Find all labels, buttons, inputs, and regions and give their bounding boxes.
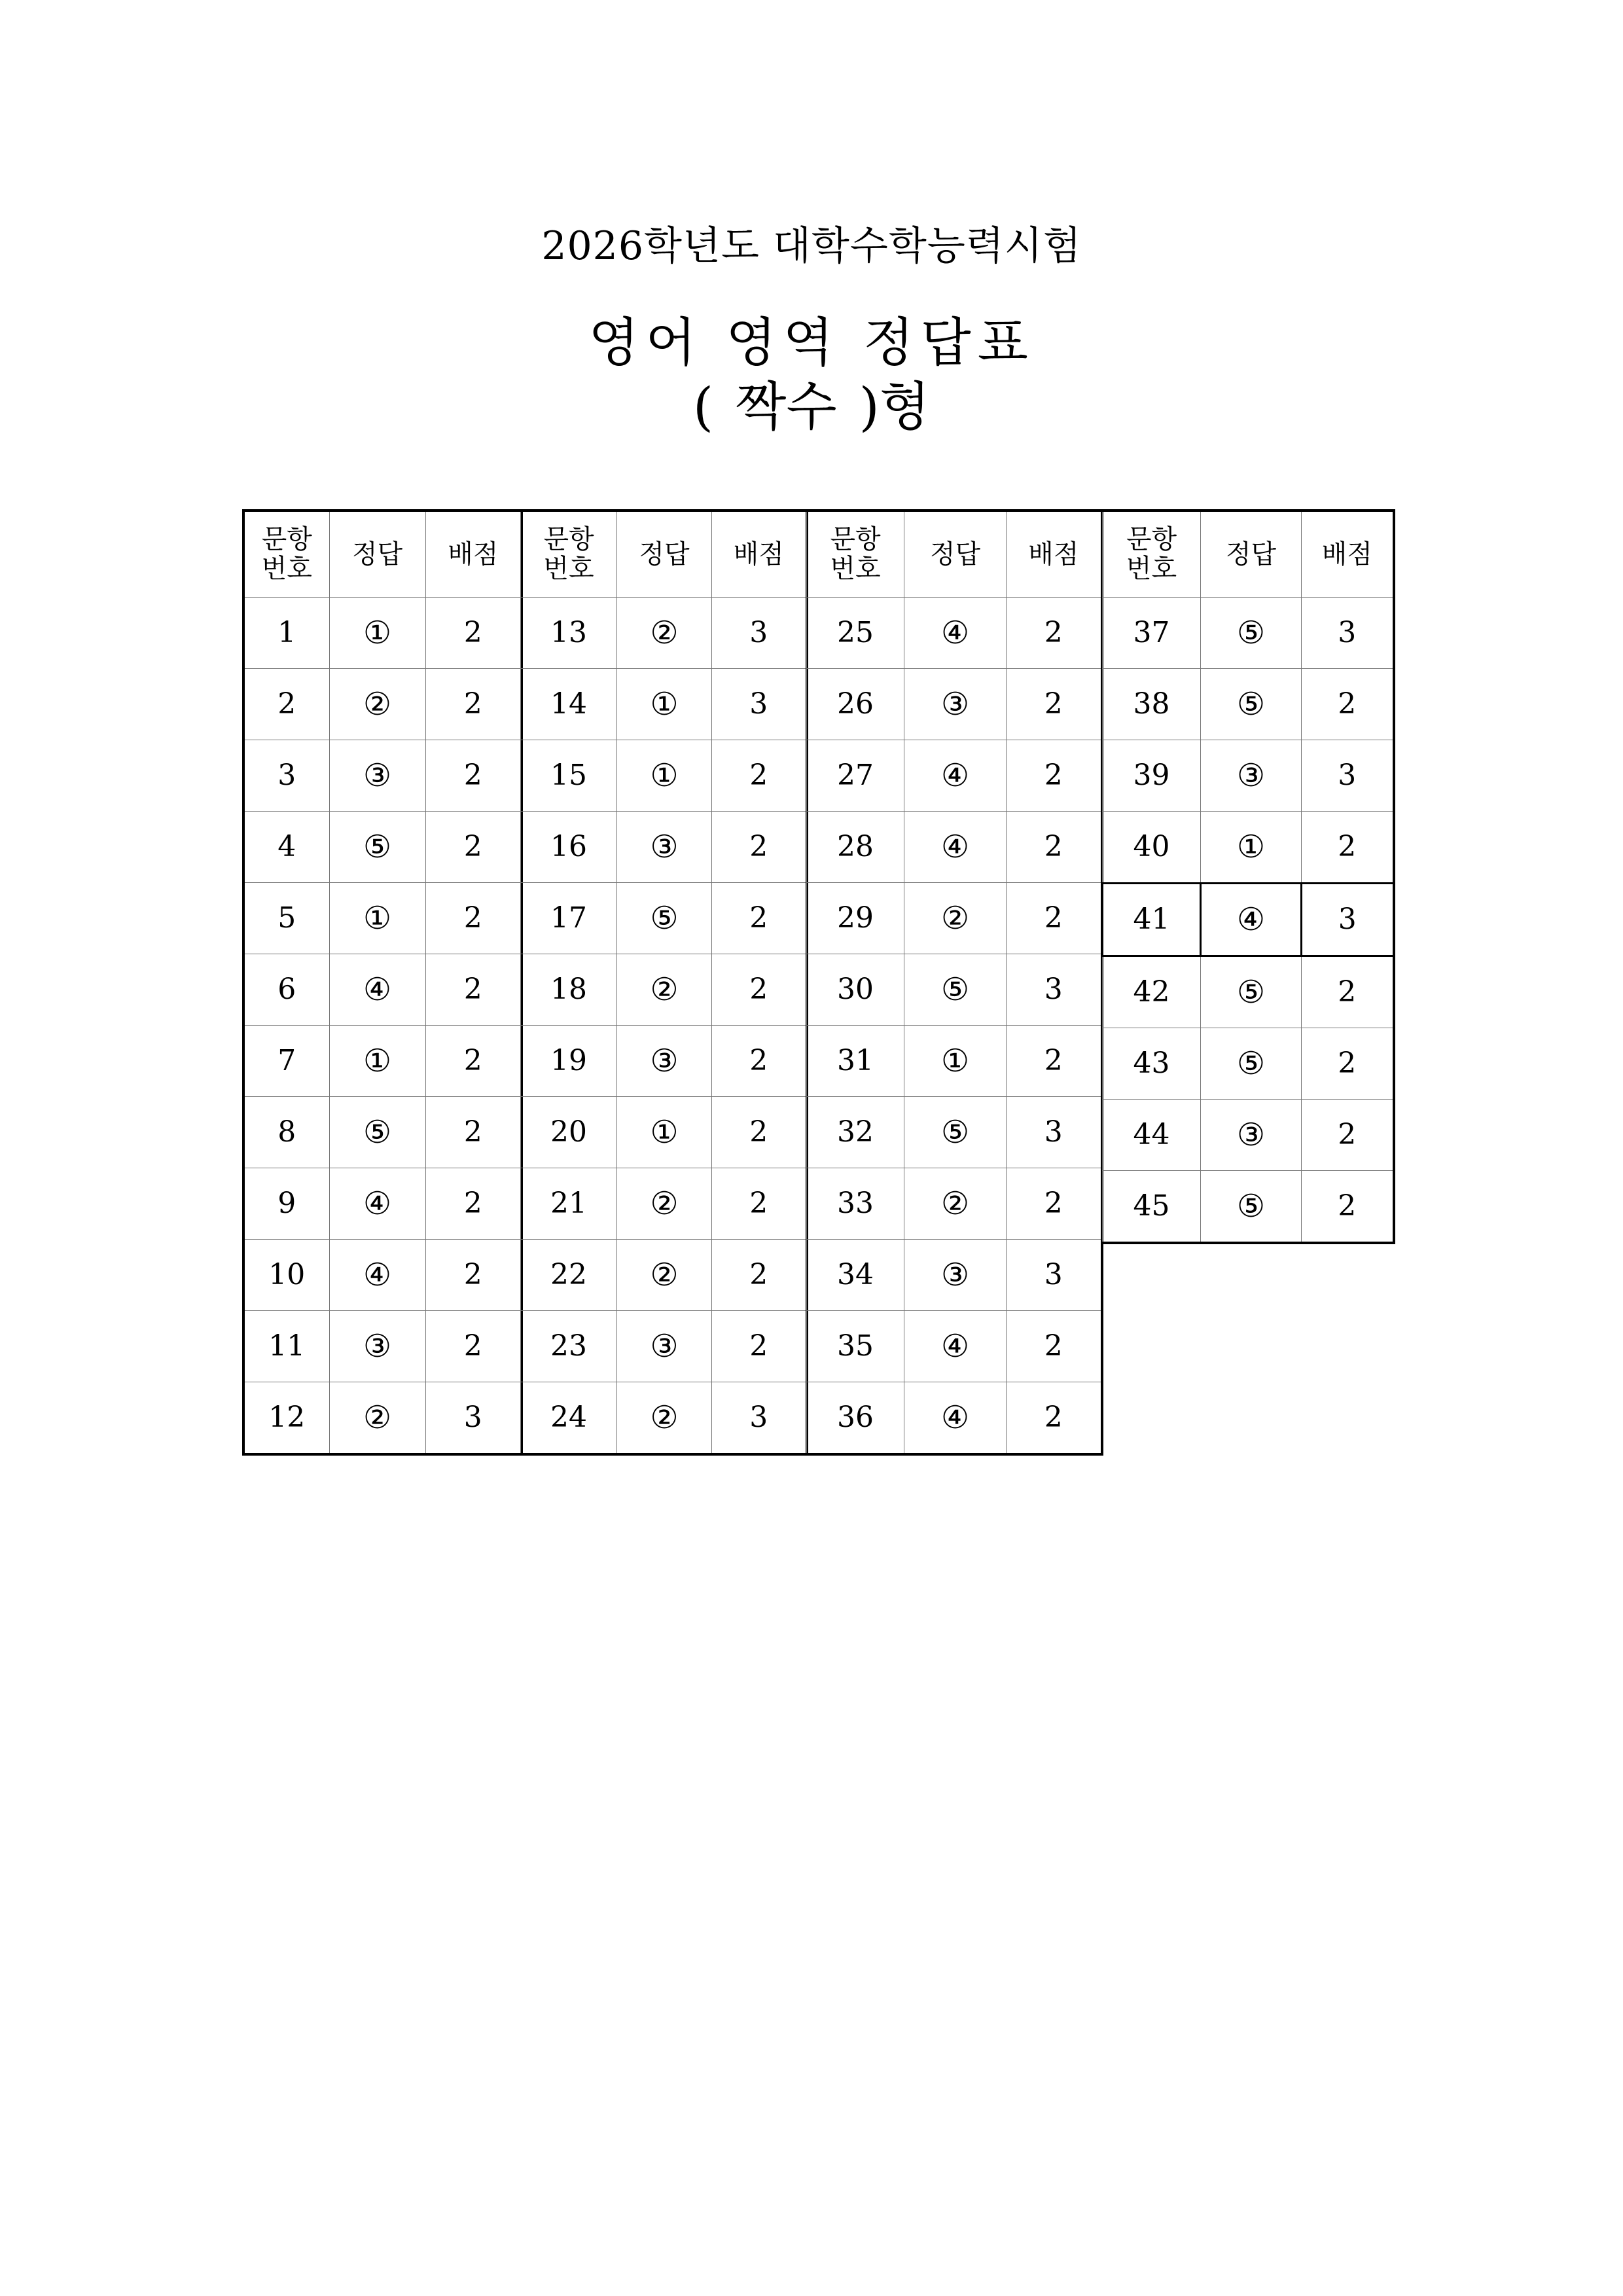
- answer-choice: ①: [904, 1026, 1007, 1097]
- answer-choice: ③: [329, 740, 425, 812]
- question-number: 7: [243, 1026, 329, 1097]
- exam-type-title: [0, 376, 1623, 437]
- question-number: 15: [521, 740, 617, 812]
- question-number: 23: [521, 1311, 617, 1382]
- answer-choice: ⑤: [1201, 956, 1302, 1028]
- points-header: 배점: [1007, 511, 1102, 598]
- table-row: [243, 1168, 522, 1240]
- question-number: 17: [521, 883, 617, 954]
- question-number-header: 문항 번호: [807, 511, 904, 598]
- points-value: 3: [712, 669, 807, 740]
- table-row: [1103, 669, 1394, 740]
- question-number: 30: [807, 954, 904, 1026]
- question-number: 33: [807, 1168, 904, 1240]
- points-value: 3: [425, 1382, 522, 1455]
- points-value: 2: [1302, 1028, 1394, 1100]
- type-name: 짝수: [736, 376, 837, 437]
- points-value: 3: [1007, 1097, 1102, 1168]
- answer-choice: ④: [904, 812, 1007, 883]
- table-row: [807, 1240, 1102, 1311]
- answer-choice: ①: [329, 883, 425, 954]
- table-row: [1103, 884, 1394, 956]
- table-row: [521, 1311, 807, 1382]
- table-row: [521, 1168, 807, 1240]
- question-number: 25: [807, 598, 904, 669]
- table-row: [807, 669, 1102, 740]
- question-number: 12: [243, 1382, 329, 1455]
- table-row: [1103, 956, 1394, 1028]
- points-value: 2: [1302, 1100, 1394, 1171]
- question-number: 8: [243, 1097, 329, 1168]
- points-value: 2: [712, 1026, 807, 1097]
- table-row: [521, 669, 807, 740]
- table-row: [807, 1382, 1102, 1455]
- table-row: [1103, 812, 1394, 884]
- answer-choice: ②: [617, 1240, 712, 1311]
- answer-choice: ③: [1201, 740, 1302, 812]
- table-header-row: [807, 511, 1102, 598]
- points-value: 2: [712, 740, 807, 812]
- question-number-header: 문항 번호: [521, 511, 617, 598]
- points-value: 3: [1302, 598, 1394, 669]
- points-value: 2: [425, 883, 522, 954]
- table-row: [243, 1097, 522, 1168]
- table-header-row: [243, 511, 522, 598]
- table-row: [1103, 1028, 1394, 1100]
- question-number: 2: [243, 669, 329, 740]
- points-header: 배점: [1302, 511, 1394, 598]
- question-number: 28: [807, 812, 904, 883]
- points-value: 2: [1007, 883, 1102, 954]
- question-number: 31: [807, 1026, 904, 1097]
- table-row: [243, 1240, 522, 1311]
- question-number-header: 문항 번호: [243, 511, 329, 598]
- table-row: [1103, 598, 1394, 669]
- answer-choice: ⑤: [329, 1097, 425, 1168]
- answer-choice: ④: [904, 740, 1007, 812]
- question-number: 45: [1103, 1171, 1201, 1244]
- question-number: 32: [807, 1097, 904, 1168]
- table-row: [1103, 1100, 1394, 1171]
- answer-choice: ②: [617, 954, 712, 1026]
- question-number: 1: [243, 598, 329, 669]
- question-number: 19: [521, 1026, 617, 1097]
- points-value: 2: [425, 1311, 522, 1382]
- points-value: 2: [712, 1240, 807, 1311]
- question-number: 14: [521, 669, 617, 740]
- answer-choice: ②: [904, 883, 1007, 954]
- answer-choice: ②: [617, 598, 712, 669]
- table-row: [521, 812, 807, 883]
- points-value: 2: [425, 954, 522, 1026]
- table-row: [243, 598, 522, 669]
- answer-header: 정답: [1201, 511, 1302, 598]
- type-close-paren: )형: [859, 376, 931, 437]
- question-number: 43: [1103, 1028, 1201, 1100]
- points-value: 2: [425, 669, 522, 740]
- table-row: [807, 1097, 1102, 1168]
- question-number: 27: [807, 740, 904, 812]
- answer-table-group-3: [806, 509, 1103, 1456]
- points-value: 3: [712, 598, 807, 669]
- answer-choice: ⑤: [1201, 669, 1302, 740]
- table-row: [807, 740, 1102, 812]
- question-number: 22: [521, 1240, 617, 1311]
- table-row: [1103, 1171, 1394, 1244]
- question-number: 10: [243, 1240, 329, 1311]
- question-number: 5: [243, 883, 329, 954]
- table-row: [807, 598, 1102, 669]
- question-number: 29: [807, 883, 904, 954]
- points-value: 2: [712, 883, 807, 954]
- points-value: 3: [1007, 954, 1102, 1026]
- answer-choice: ③: [617, 1311, 712, 1382]
- answer-choice: ④: [329, 1240, 425, 1311]
- question-number: 44: [1103, 1100, 1201, 1171]
- table-row: [521, 1240, 807, 1311]
- answer-choice: ④: [329, 954, 425, 1026]
- table-row: [521, 1026, 807, 1097]
- points-value: 2: [1302, 812, 1394, 884]
- answer-header: 정답: [329, 511, 425, 598]
- answer-choice: ③: [617, 812, 712, 883]
- table-row: [521, 883, 807, 954]
- points-value: 3: [1007, 1240, 1102, 1311]
- answer-choice: ③: [904, 669, 1007, 740]
- question-number: 34: [807, 1240, 904, 1311]
- question-number: 3: [243, 740, 329, 812]
- table-row: [1103, 740, 1394, 812]
- question-number: 11: [243, 1311, 329, 1382]
- answer-choice: ③: [1201, 1100, 1302, 1171]
- question-number: 41: [1103, 884, 1201, 956]
- table-row: [243, 740, 522, 812]
- points-value: 2: [1302, 1171, 1394, 1244]
- question-number: 35: [807, 1311, 904, 1382]
- answer-choice: ①: [617, 740, 712, 812]
- answer-table-group-4: [1101, 509, 1395, 1244]
- points-value: 2: [1007, 812, 1102, 883]
- table-row: [521, 598, 807, 669]
- points-value: 2: [1007, 1311, 1102, 1382]
- points-value: 2: [1302, 956, 1394, 1028]
- points-value: 2: [425, 740, 522, 812]
- table-row: [521, 1382, 807, 1455]
- points-value: 2: [1007, 740, 1102, 812]
- points-value: 2: [712, 1168, 807, 1240]
- table-row: [243, 669, 522, 740]
- points-value: 3: [1302, 884, 1394, 956]
- points-header: 배점: [712, 511, 807, 598]
- answer-choice: ②: [329, 669, 425, 740]
- table-row: [243, 1026, 522, 1097]
- points-value: 2: [425, 1240, 522, 1311]
- answer-choice: ⑤: [329, 812, 425, 883]
- points-header: 배점: [425, 511, 522, 598]
- question-number: 39: [1103, 740, 1201, 812]
- answer-choice: ①: [617, 1097, 712, 1168]
- question-number-header: 문항 번호: [1103, 511, 1201, 598]
- question-number: 13: [521, 598, 617, 669]
- answer-choice: ④: [329, 1168, 425, 1240]
- question-number: 40: [1103, 812, 1201, 884]
- table-row: [243, 812, 522, 883]
- points-value: 2: [712, 1097, 807, 1168]
- table-row: [807, 954, 1102, 1026]
- answer-choice: ①: [329, 1026, 425, 1097]
- answer-choice: ④: [1201, 884, 1302, 956]
- answer-choice: ②: [617, 1382, 712, 1455]
- answer-choice: ③: [617, 1026, 712, 1097]
- question-number: 38: [1103, 669, 1201, 740]
- answer-choice: ①: [1201, 812, 1302, 884]
- answer-choice: ⑤: [904, 954, 1007, 1026]
- points-value: 2: [712, 812, 807, 883]
- answer-choice: ④: [904, 598, 1007, 669]
- question-number: 26: [807, 669, 904, 740]
- answer-choice: ③: [329, 1311, 425, 1382]
- points-value: 2: [712, 1311, 807, 1382]
- answer-choice: ①: [617, 669, 712, 740]
- points-value: 2: [1007, 1168, 1102, 1240]
- answer-choice: ②: [904, 1168, 1007, 1240]
- table-row: [807, 812, 1102, 883]
- points-value: 2: [425, 1168, 522, 1240]
- answer-table-group-1: [242, 509, 523, 1456]
- answer-choice: ⑤: [617, 883, 712, 954]
- answer-header: 정답: [904, 511, 1007, 598]
- points-value: 2: [425, 1026, 522, 1097]
- table-row: [807, 1168, 1102, 1240]
- points-value: 2: [425, 1097, 522, 1168]
- answer-header: 정답: [617, 511, 712, 598]
- points-value: 2: [1007, 1382, 1102, 1455]
- table-row: [243, 954, 522, 1026]
- points-value: 3: [712, 1382, 807, 1455]
- table-row: [521, 1097, 807, 1168]
- points-value: 2: [425, 812, 522, 883]
- table-row: [807, 1311, 1102, 1382]
- question-number: 21: [521, 1168, 617, 1240]
- question-number: 16: [521, 812, 617, 883]
- points-value: 2: [1007, 598, 1102, 669]
- table-row: [807, 1026, 1102, 1097]
- type-open-paren: (: [692, 376, 714, 437]
- points-value: 2: [1007, 669, 1102, 740]
- question-number: 36: [807, 1382, 904, 1455]
- answer-table-group-2: [520, 509, 808, 1456]
- table-row: [807, 883, 1102, 954]
- question-number: 42: [1103, 956, 1201, 1028]
- points-value: 2: [712, 954, 807, 1026]
- table-row: [243, 1311, 522, 1382]
- answer-choice: ②: [617, 1168, 712, 1240]
- question-number: 6: [243, 954, 329, 1026]
- answer-choice: ④: [904, 1382, 1007, 1455]
- question-number: 9: [243, 1168, 329, 1240]
- answer-choice: ④: [904, 1311, 1007, 1382]
- question-number: 4: [243, 812, 329, 883]
- answer-choice: ⑤: [1201, 598, 1302, 669]
- points-value: 2: [425, 598, 522, 669]
- table-header-row: [1103, 511, 1394, 598]
- answer-key-title: 영어 영역 정답표: [588, 312, 1035, 373]
- points-value: 3: [1302, 740, 1394, 812]
- answer-choice: ①: [329, 598, 425, 669]
- question-number: 20: [521, 1097, 617, 1168]
- answer-choice: ②: [329, 1382, 425, 1455]
- question-number: 18: [521, 954, 617, 1026]
- answer-choice: ⑤: [1201, 1171, 1302, 1244]
- table-row: [521, 740, 807, 812]
- table-row: [243, 883, 522, 954]
- answer-choice: ⑤: [904, 1097, 1007, 1168]
- points-value: 2: [1302, 669, 1394, 740]
- answer-choice: ⑤: [1201, 1028, 1302, 1100]
- answer-choice: ③: [904, 1240, 1007, 1311]
- points-value: 2: [1007, 1026, 1102, 1097]
- question-number: 37: [1103, 598, 1201, 669]
- table-row: [521, 954, 807, 1026]
- table-row: [243, 1382, 522, 1455]
- exam-year-title: 2026학년도 대학수학능력시험: [541, 223, 1082, 269]
- table-header-row: [521, 511, 807, 598]
- question-number: 24: [521, 1382, 617, 1455]
